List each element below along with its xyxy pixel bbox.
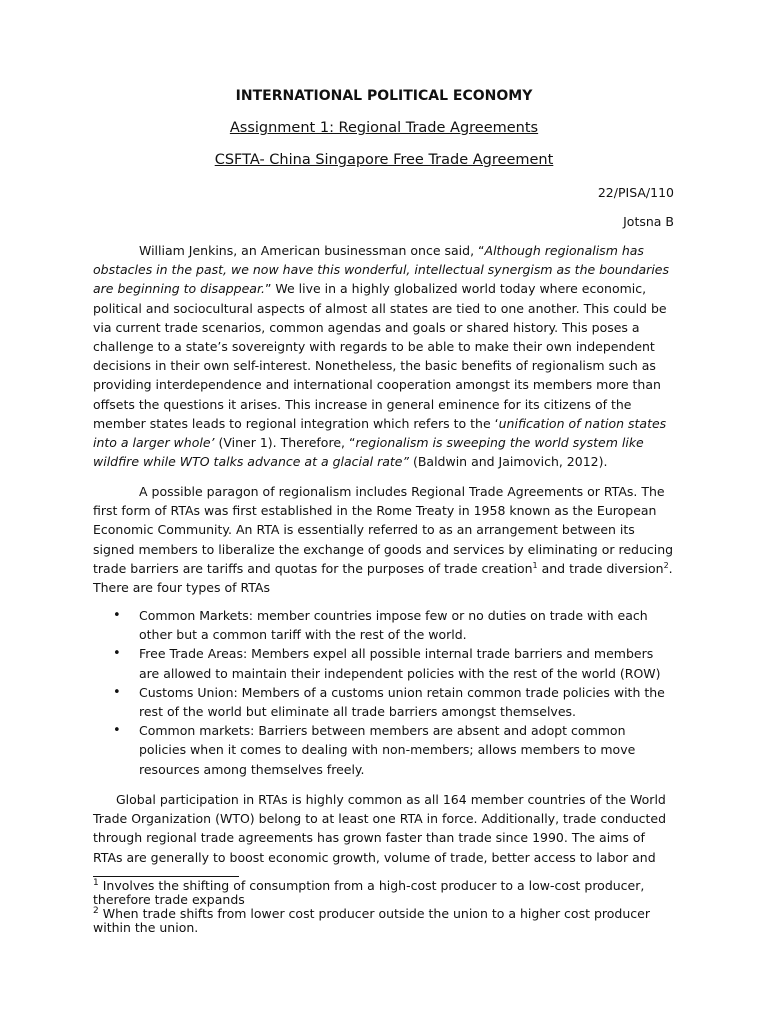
student-reference: 22/PISA/110 [597, 185, 674, 200]
paragraph-rtas [93, 482, 676, 597]
footnote-mark: 1 [93, 877, 99, 888]
footnote-mark: 2 [93, 905, 99, 916]
bullet-icon: • [113, 646, 121, 662]
text-run: William Jenkins, an American businessman once said, “ [139, 243, 485, 258]
footnote-text: When trade shifts from lower cost producer outside the union to a higher cost producer within the union. [93, 906, 650, 935]
footnote-2 [93, 907, 676, 934]
bullet-icon: • [113, 723, 121, 739]
quote-baldwin: regionalism is sweeping the world system like wildfire while WTO talks advance at a glacial rate” [93, 435, 644, 470]
list-item [93, 644, 676, 682]
bullet-icon: • [113, 684, 121, 700]
footnote-separator [93, 876, 239, 877]
list-item-text: Common Markets: member countries impose few or no duties on trade with each other but a common tariff with the rest of the world. [139, 608, 648, 643]
bullet-icon: • [113, 608, 121, 623]
list-item [93, 721, 676, 779]
quote-viner: unification of nation states into a larger whole’ [93, 415, 667, 451]
list-item-text: Free Trade Areas: Members expel all possible internal trade barriers and members are allowed to maintain their independent policies with the rest of the world (ROW) [139, 646, 661, 681]
footnote-ref-1[interactable]: 1 [532, 560, 538, 570]
text-run: (Viner 1). Therefore, “ [214, 435, 356, 451]
rta-types-list [93, 606, 676, 779]
paragraph-participation: Global participation in RTAs is highly common as all 164 member countries of the World Trade Organization (WTO) belong to at least one RTA in force. Additionally, trade conducted through regional trade agreements has grown faster than trade since 1990. The aims of RTAs are generally to boost economic growth, volume of trade, better access to labor and [93, 792, 667, 865]
author-name: Jotsna B [623, 214, 674, 229]
text-run: A possible paragon of regionalism includes Regional Trade Agreements or RTAs. The first form of RTAs was first established in the Rome Treaty in 1958 known as the European Economic Community. An RTA is essentially referred to as an arrangement between its signed members to liberalize the exchange of goods and services by eliminating or reducing trade barriers are tariffs and quotas for the purposes of trade creation [93, 484, 674, 576]
list-item-text: Common markets: Barriers between members are absent and adopt common policies when it comes to dealing with non-members; allows members to move resources among themselves freely. [139, 723, 636, 777]
quote-jenkins: Although regionalism has obstacles in the past, we now have this wonderful, intellectual synergism as the boundaries are beginning to disappear. [93, 243, 669, 297]
footnote-text: Involves the shifting of consumption from a high-cost producer to a low-cost producer, therefore trade expands [93, 878, 645, 907]
text-run: ” We live in a highly globalized world today where economic, political and sociocultural aspects of almost all states are tied to one another. This could be via current trade scenarios, common agendas and goals or shared history. This poses a challenge to a state’s sovereignty with regards to be able to make their own independent decisions in their own self-interest. Nonetheless, the basic benefits of regionalism such as providing interdependence and international cooperation amongst its members more than offsets the questions it arises. This increase in general eminence for its citizens of the member states leads to regional integration which refers to the ‘ [93, 281, 667, 431]
list-item [93, 683, 676, 721]
document-title: INTERNATIONAL POLITICAL ECONOMY [235, 88, 533, 104]
assignment-heading: Assignment 1: Regional Trade Agreements [229, 120, 539, 136]
text-run: . There are four types of RTAs [93, 560, 673, 596]
text-run: (Baldwin and Jaimovich, 2012). [412, 454, 608, 470]
list-item [93, 606, 676, 644]
footnote-1 [93, 879, 676, 906]
topic-heading: CSFTA- China Singapore Free Trade Agreement [214, 152, 554, 168]
list-item-text: Customs Union: Members of a customs union retain common trade policies with the rest of the world but eliminate all trade barriers amongst themselves. [139, 684, 665, 720]
text-run: and trade diversion [537, 560, 664, 576]
paragraph-intro [93, 241, 676, 471]
footnote-ref-2[interactable]: 2 [663, 560, 669, 570]
